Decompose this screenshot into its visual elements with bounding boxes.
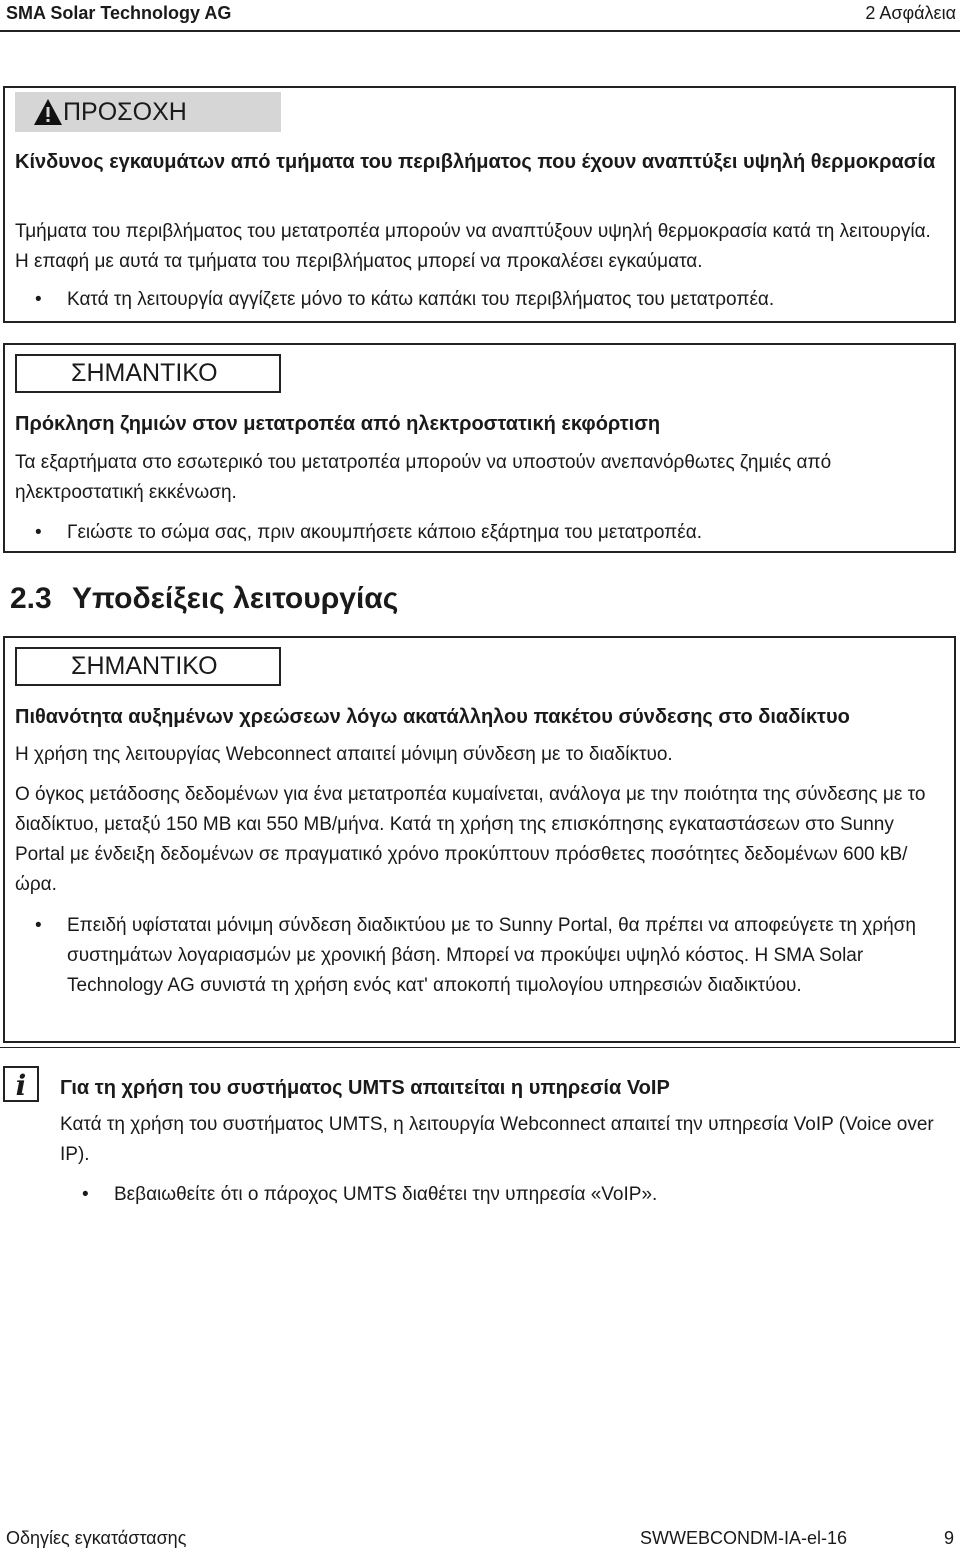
- important-esd-title: Πρόκληση ζημιών στον μετατροπέα από ηλεκτροστατική εκφόρτιση: [15, 413, 661, 435]
- caution-text: Τμήματα του περιβλήματος του μετατροπέα μπορούν να αναπτύξουν υψηλή θερμοκρασία κατά τη λειτουργία. Η επαφή με αυτά τα τμήματα του περιβλήματος μπορεί να προκαλέσει εγκαύματα.: [15, 221, 931, 272]
- bullet-dot: •: [82, 1184, 89, 1205]
- bullet-dot: •: [35, 915, 42, 936]
- caution-label: [15, 92, 281, 132]
- footer-doc-code: SWWEBCONDM-IA-el-16: [640, 1528, 848, 1548]
- caution-bullet-text: Κατά τη λειτουργία αγγίζετε μόνο το κάτω καπάκι του περιβλήματος του μετατροπέα.: [67, 289, 775, 310]
- info-divider: [0, 1047, 960, 1048]
- info-bullet-text: Βεβαιωθείτε ότι ο πάροχος UMTS διαθέτει την υπηρεσία «VoIP».: [114, 1184, 658, 1205]
- company-name: SMA Solar Technology AG: [6, 3, 232, 23]
- important-costs-text2: Ο όγκος μετάδοσης δεδομένων για ένα μετατροπέα κυμαίνεται, ανάλογα με την ποιότητα της σύνδεσης με το διαδίκτυο, μεταξύ 150 MB και 550 MB/μήνα. Κατά τη χρήση της επισκόπησης εγκαταστάσεων στο Sunny Portal με ένδειξη δεδομένων σε πραγματικό χρόνο προκύπτουν πρόσθετες ποσότητες δεδομένων 600 kB/ώρα.: [15, 784, 926, 895]
- important-esd-text: Τα εξαρτήματα στο εσωτερικό του μετατροπέα μπορούν να υποστούν ανεπανόρθωτες ζημιές από ηλεκτροστατική εκκένωση.: [15, 452, 832, 503]
- important-label: ΣΗΜΑΝΤΙΚΟ: [15, 647, 281, 686]
- section-title: Υποδείξεις λειτουργίας: [72, 582, 399, 615]
- warning-icon: [33, 98, 63, 126]
- important-label: ΣΗΜΑΝΤΙΚΟ: [15, 354, 281, 393]
- info-icon-glyph: i: [15, 1069, 27, 1102]
- bullet-dot: •: [35, 522, 42, 543]
- important-costs-title: Πιθανότητα αυξημένων χρεώσεων λόγω ακατάλληλου πακέτου σύνδεσης στο διαδίκτυο: [15, 706, 850, 728]
- chapter-title: 2 Ασφάλεια: [865, 3, 956, 23]
- info-text: Κατά τη χρήση του συστήματος UMTS, η λειτουργία Webconnect απαιτεί την υπηρεσία VoIP (Voice over IP).: [60, 1114, 934, 1165]
- footer-doc-title: Οδηγίες εγκατάστασης: [6, 1528, 187, 1548]
- bullet-dot: •: [35, 289, 42, 310]
- important-esd-bullet-text: Γειώστε το σώμα σας, πριν ακουμπήσετε κάποιο εξάρτημα του μετατροπέα.: [67, 522, 703, 543]
- caution-label-text: ΠΡΟΣΟΧΗ: [63, 98, 187, 126]
- important-box-esd: [3, 343, 956, 553]
- page-header: [0, 0, 960, 30]
- section-heading: [10, 582, 398, 616]
- info-icon: [3, 1066, 39, 1102]
- caution-box: [3, 86, 956, 323]
- important-costs-text1: Η χρήση της λειτουργίας Webconnect απαιτεί μόνιμη σύνδεση με το διαδίκτυο.: [15, 744, 673, 765]
- caution-title: Κίνδυνος εγκαυμάτων από τμήματα του περιβλήματος που έχουν αναπτύξει υψηλή θερμοκρασία: [15, 151, 936, 173]
- header-divider: [0, 30, 960, 32]
- important-box-costs: [3, 636, 956, 1043]
- page-number: 9: [943, 1528, 954, 1548]
- important-costs-bullet-text: Επειδή υφίσταται μόνιμη σύνδεση διαδικτύου με το Sunny Portal, θα πρέπει να αποφεύγετε τη χρήση συστημάτων λογαριασμών με χρονική βάση. Μπορεί να προκύψει υψηλό κόστος. Η SMA Solar Technology AG συνιστά τη χρήση ενός κατ' αποκοπή τιμολογίου υπηρεσιών διαδικτύου.: [67, 915, 916, 996]
- section-number: 2.3: [10, 582, 52, 615]
- info-title: Για τη χρήση του συστήματος UMTS απαιτείται η υπηρεσία VoIP: [60, 1077, 670, 1099]
